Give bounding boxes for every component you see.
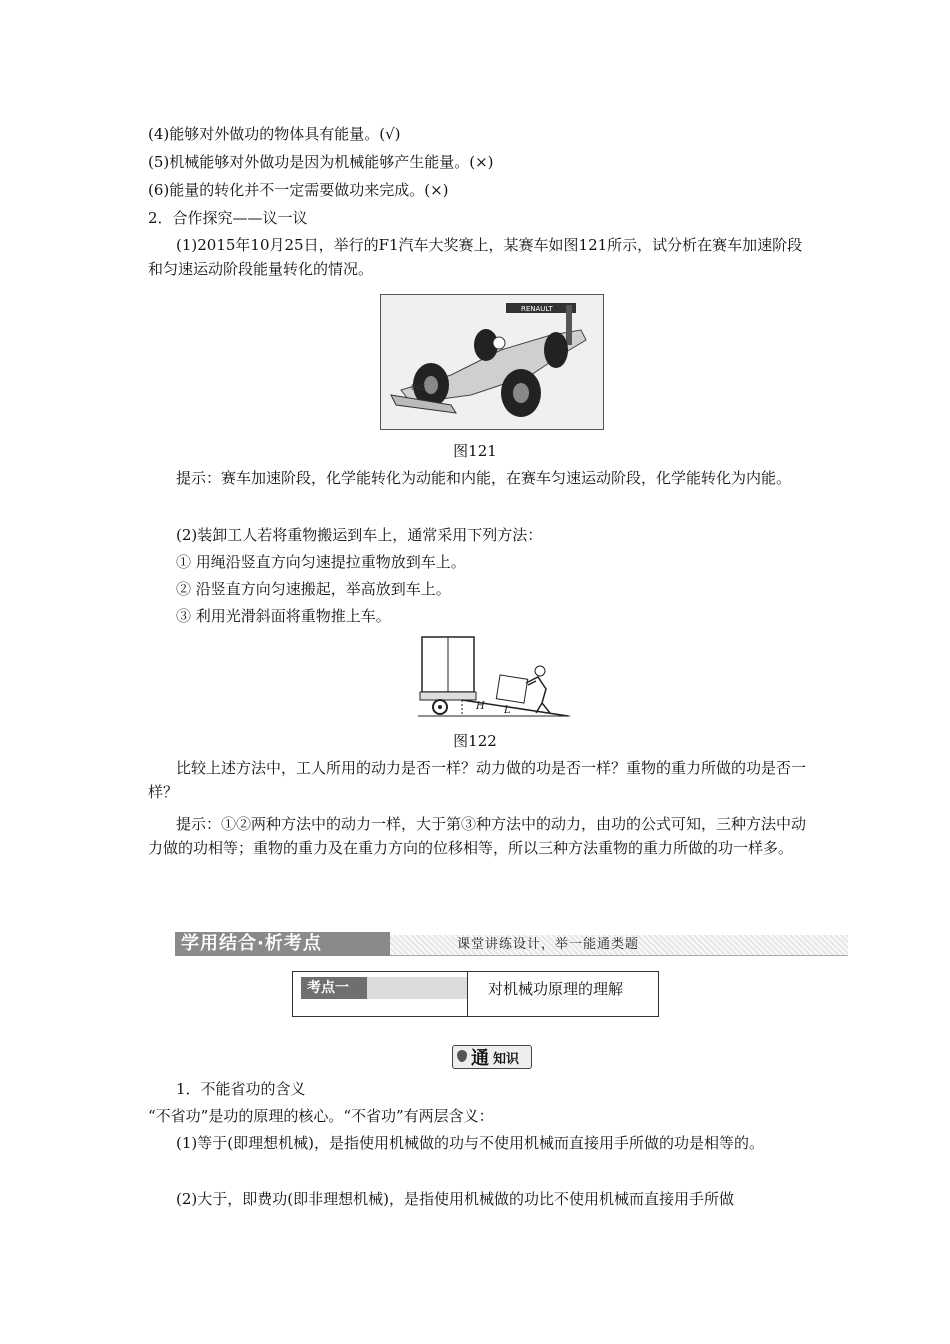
section-banner: [175, 930, 848, 956]
hint-1: 提示：赛车加速阶段，化学能转化为动能和内能，在赛车匀速运动阶段，化学能转化为内能。: [176, 469, 792, 487]
kaodian-tag-fill: [367, 977, 467, 999]
statement-5: (5)机械能够对外做功是因为机械能够产生能量。(×): [148, 153, 494, 171]
knowledge-heading-1: 1．不能省功的含义: [176, 1080, 306, 1098]
section-heading-2: 2．合作探究——议一议: [148, 209, 308, 227]
compare-question: 比较上述方法中，工人所用的动力是否一样？动力做的功是否一样？重物的重力所做的功是否一样？: [148, 759, 807, 801]
method-2: ② 沿竖直方向匀速搬起，举高放到车上。: [176, 580, 451, 598]
figure-caption-121: 图121: [453, 442, 497, 460]
drop-icon: [457, 1050, 467, 1062]
badge-small-text: 知识: [493, 1052, 520, 1067]
method-1: ① 用绳沿竖直方向匀速提拉重物放到车上。: [176, 553, 466, 571]
ramp-diagram: [418, 633, 573, 721]
label-h: H: [476, 701, 485, 712]
sponsor-text: ING: [411, 383, 426, 392]
kaodian-box: [292, 971, 659, 1017]
renault-logo: RENAULT: [521, 305, 553, 313]
statement-6: (6)能量的转化并不一定需要做功来完成。(×): [148, 181, 449, 199]
banner-title: 学用结合·析考点: [175, 932, 390, 956]
kaodian-title: 对机械功原理的理解: [488, 980, 624, 998]
knowledge-line-4: (2)大于，即费功(即非理想机械)，是指使用机械做的功比不使用机械而直接用手所做: [176, 1190, 734, 1208]
tongzhishi-badge: [452, 1045, 532, 1069]
badge-big-text: 通: [471, 1048, 489, 1069]
label-l: L: [504, 705, 511, 716]
race-car-photo: [380, 294, 604, 430]
question-1: (1)2015年10月25日，举行的F1汽车大奖赛上，某赛车如图121所示，试分析在赛车加速阶段和匀速运动阶段能量转化的情况。: [148, 236, 803, 278]
kaodian-tag: 考点一: [301, 977, 367, 999]
statement-4: (4)能够对外做功的物体具有能量。(√): [148, 125, 401, 143]
kaodian-divider: [467, 972, 468, 1016]
knowledge-line-3: (1)等于(即理想机械)，是指使用机械做的功与不使用机械而直接用手所做的功是相等的。: [176, 1134, 764, 1152]
method-3: ③ 利用光滑斜面将重物推上车。: [176, 607, 391, 625]
hint-2: 提示：①②两种方法中的动力一样，大于第③种方法中的动力，由功的公式可知，三种方法中动力做的功相等；重物的重力及在重力方向的位移相等，所以三种方法重物的重力所做的功一样多。: [148, 815, 807, 857]
knowledge-line-2: “不省功”是功的原理的核心。“不省功”有两层含义：: [148, 1107, 494, 1125]
question-2: (2)装卸工人若将重物搬运到车上，通常采用下列方法：: [176, 526, 543, 544]
banner-subtitle: 课堂讲练设计，举一能通类题: [457, 937, 640, 952]
figure-caption-122: 图122: [453, 732, 497, 750]
